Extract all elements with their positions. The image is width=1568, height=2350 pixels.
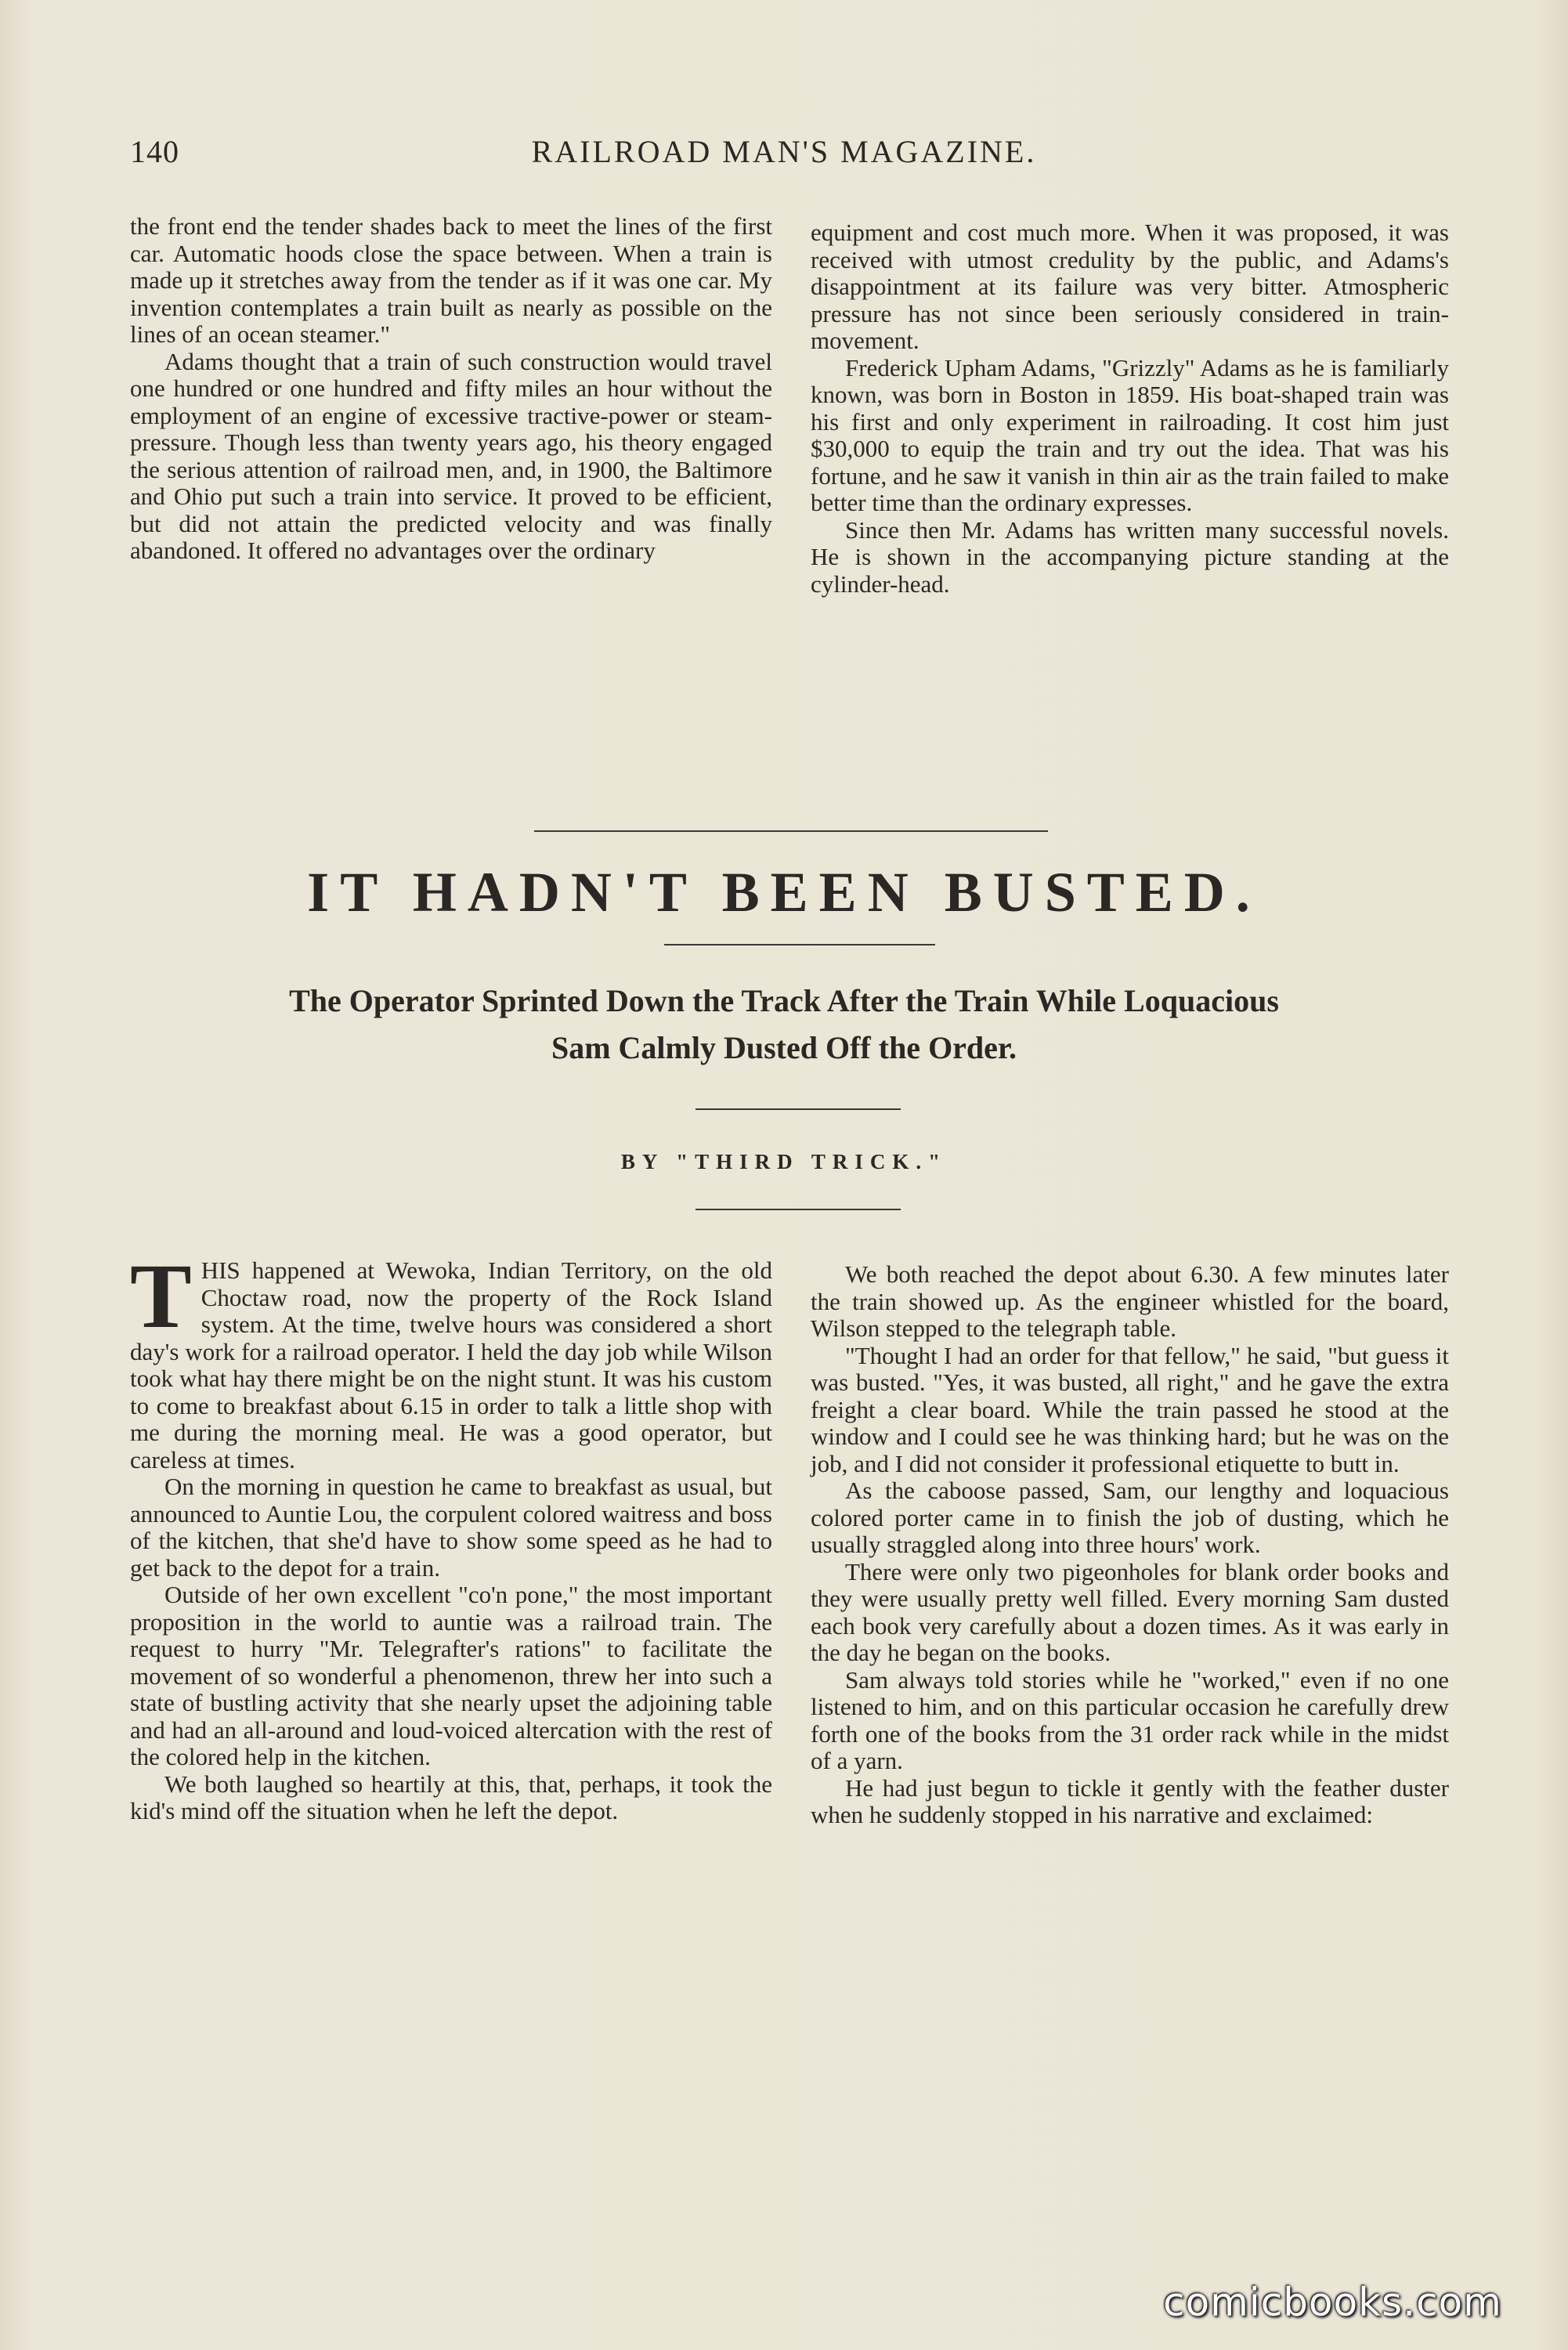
byline: BY "THIRD TRICK." (620, 1150, 948, 1173)
magazine-title: RAILROAD MAN'S MAGAZINE. (531, 134, 1037, 169)
page-number: 140 (130, 134, 179, 169)
top-left-column (130, 213, 772, 565)
paragraph: equipment and cost much more. When it was proposed, it was received with utmost credulity by the public, and Adams's disappointment at its failure was very bitter. Atmospheric pressure has not since been seriously considered in train-movement. (811, 219, 1449, 354)
story-left-column (130, 1245, 772, 1825)
opening-paragraph (130, 1245, 772, 1473)
paragraph: As the caboose passed, Sam, our lengthy and loquacious colored porter came in to finish the job of dusting, which he usually straggled along into three hours' work. (811, 1477, 1449, 1558)
top-right-column (811, 219, 1449, 598)
paragraph: Adams thought that a train of such construction would travel one hundred or one hundred and fifty miles an hour without the employment of an engine of excessive tractive-power or steam-pressure. Though less than twenty years ago, his theory engaged the serious attention of railroad men, and, in 1900, the Baltimore and Ohio put such a train into service. It proved to be efficient, but did not attain the predicted velocity and was finally abandoned. It offered no advantages over the ordinary (130, 347, 772, 564)
section-divider (534, 830, 1048, 832)
title-divider (664, 944, 935, 945)
story-right-column (811, 1261, 1449, 1829)
subtitle-line: Sam Calmly Dusted Off the Order. (551, 1030, 1017, 1065)
paragraph: "Thought I had an order for that fellow," he said, "but guess it was busted. "Yes, it was busted, all right," and he gave the extra freight a clear board. While the train passed he stood at the window and I could see he was thinking hard; but he was on the job, and I did not consider it professional etiquette to butt in. (811, 1341, 1449, 1477)
subtitle-divider (695, 1108, 901, 1110)
subtitle-line: The Operator Sprinted Down the Track After the Train While Loquacious (289, 983, 1279, 1018)
paragraph: We both laughed so heartily at this, that, perhaps, it took the kid's mind off the situation when he left the depot. (130, 1770, 772, 1824)
paragraph: Outside of her own excellent "co'n pone," the most important proposition in the world to auntie was a railroad train. The request to hurry "Mr. Telegrafter's rations" to facilitate the movement of so wonderful a phenomenon, threw her into such a state of bustling activity that she nearly upset the adjoining table and had an all-around and loud-voiced altercation with the rest of the colored help in the kitchen. (130, 1581, 772, 1770)
paragraph: the front end the tender shades back to meet the lines of the first car. Automatic hoods close the space between. When a train is made up it stretches away from the tender as if it was one car. My invention contemplates a train built as nearly as possible on the lines of an ocean steamer." (130, 212, 772, 348)
paragraph: Since then Mr. Adams has written many successful novels. He is shown in the accompanying picture standing at the cylinder-head. (811, 515, 1449, 598)
opening-text: HIS happened at Wewoka, Indian Territory, on the old Choctaw road, now the property of the Rock Island system. At the time, twelve hours was considered a short day's work for a railroad operator. I held the day job while Wilson took what hay there might be on the night stunt. It was his custom to come to breakfast about 6.15 in order to talk a little shop with me during the morning meal. He was a good operator, but careless at times. (130, 1256, 772, 1473)
paragraph: Frederick Upham Adams, "Grizzly" Adams as he is familiarly known, was born in Boston in 1859. His boat-shaped train was his first and only experiment in railroading. It cost him just $30,000 to equip the train and try out the idea. That was his fortune, and he saw it vanish in thin air as the train failed to make better time than the ordinary expresses. (811, 353, 1449, 516)
paragraph: He had just begun to tickle it gently with the feather duster when he suddenly stopped in his narrative and exclaimed: (811, 1773, 1449, 1828)
paragraph: There were only two pigeonholes for blank order books and they were usually pretty well filled. Every morning Sam dusted each book very carefully about a dozen times. As it was early in the day he began on the books. (811, 1557, 1449, 1666)
page-header (0, 133, 1568, 180)
story-subtitle (110, 978, 1458, 1072)
paragraph: We both reached the depot about 6.30. A few minutes later the train showed up. As the engineer whistled for the board, Wilson stepped to the telegraph table. (811, 1260, 1449, 1342)
paragraph: On the morning in question he came to breakfast as usual, but announced to Auntie Lou, the corpulent colored waitress and boss of the kitchen, that she'd have to show some speed as he had to get back to the depot for a train. (130, 1473, 772, 1582)
drop-cap: T (130, 1245, 192, 1347)
byline-divider (695, 1209, 901, 1210)
watermark: comicbooks.com (1163, 2280, 1502, 2325)
paragraph: Sam always told stories while he "worked," even if no one listened to him, and on this particular occasion he carefully drew forth one of the books from the 31 order rack while in the midst of a yarn. (811, 1665, 1449, 1774)
story-title: IT HADN'T BEEN BUSTED. (307, 861, 1261, 924)
